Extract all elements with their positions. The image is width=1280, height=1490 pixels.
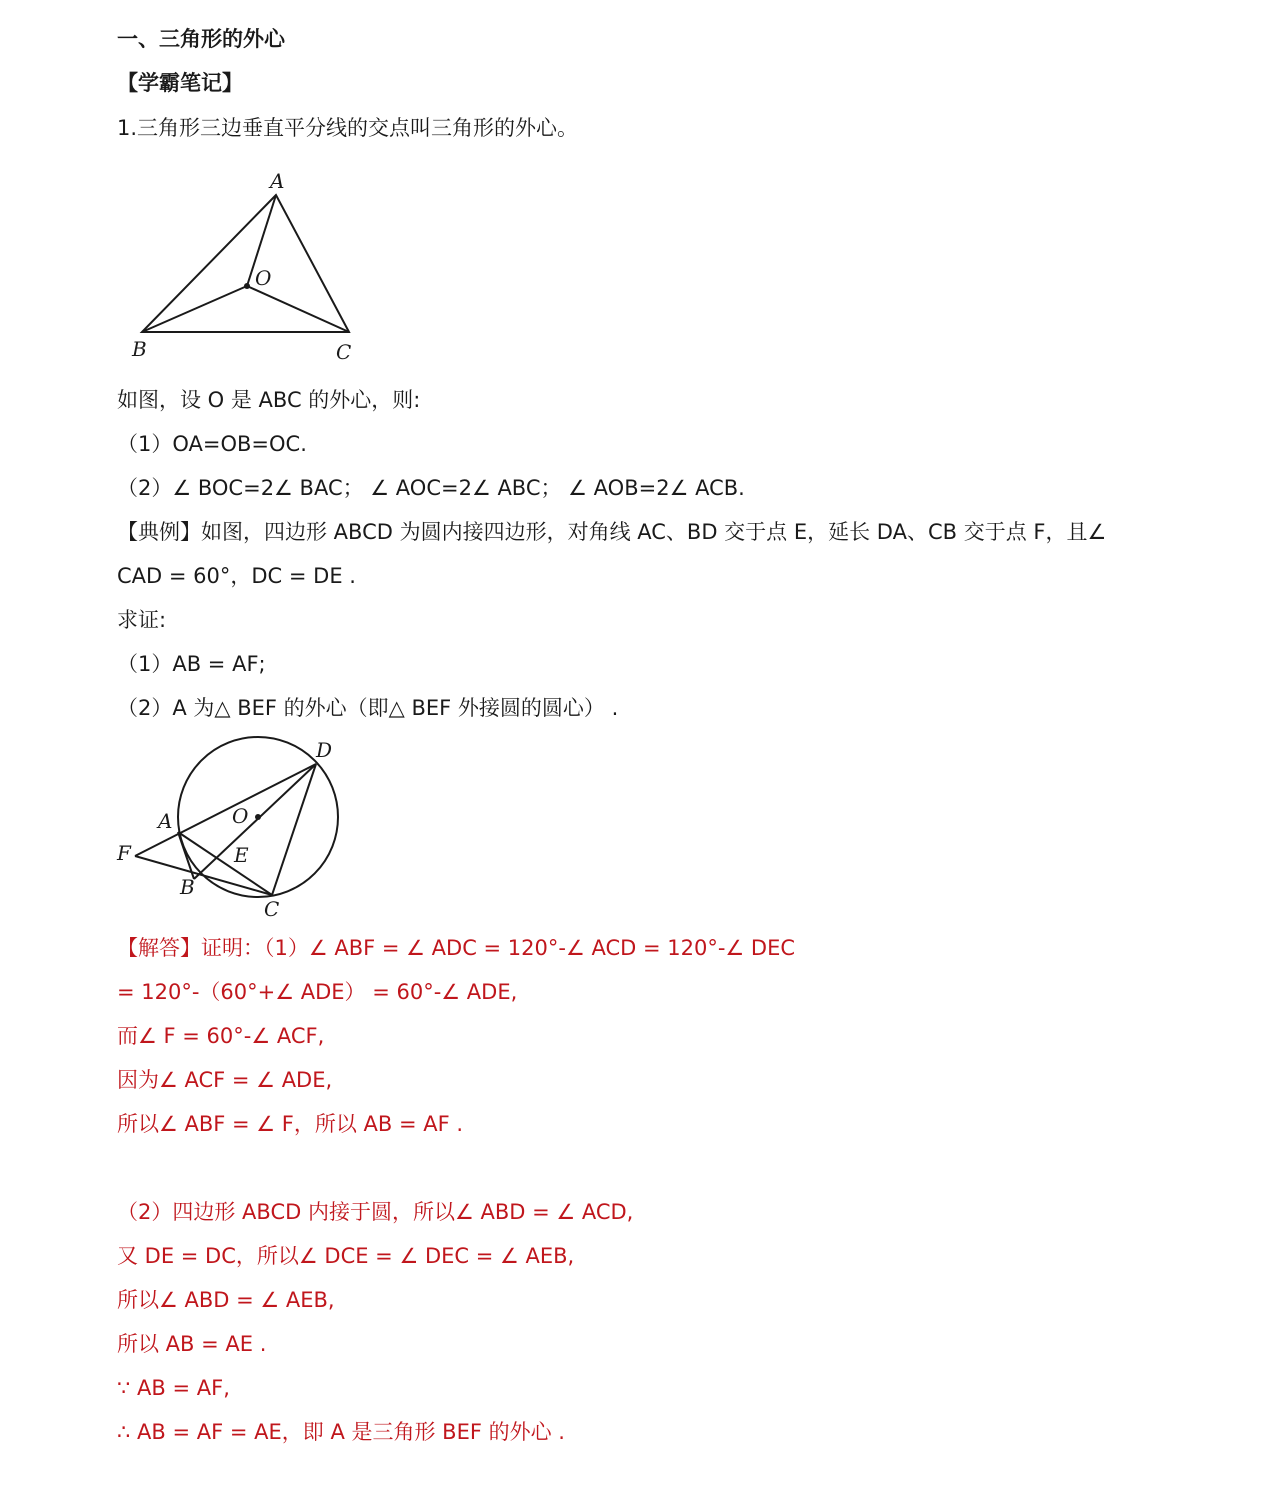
solution-line-3: 而∠ F = 60°-∠ ACF, (117, 1024, 325, 1048)
property-1: （1）OA=OB=OC. (117, 432, 307, 456)
label-f: F (117, 841, 131, 865)
point-o (255, 814, 261, 820)
intro-text: 如图，设 O 是 ABC 的外心，则: (117, 388, 421, 412)
triangle-circumcenter-figure (120, 165, 380, 370)
label-o: O (255, 266, 272, 290)
notes-title: 【学霸笔记】 (117, 71, 243, 95)
section-title: 一、三角形的外心 (117, 27, 285, 51)
example-line-2: CAD = 60°，DC = DE . (117, 564, 356, 588)
solution-line-7: 又 DE = DC，所以∠ DCE = ∠ DEC = ∠ AEB, (117, 1244, 575, 1268)
solution-line-10: ∵ AB = AF, (117, 1376, 230, 1400)
point-o (244, 283, 250, 289)
definition-text: 1.三角形三边垂直平分线的交点叫三角形的外心。 (117, 116, 579, 140)
prove-label: 求证: (117, 608, 167, 632)
label-d: D (316, 738, 333, 762)
label-b: B (132, 337, 147, 361)
solution-line-11: ∴ AB = AF = AE，即 A 是三角形 BEF 的外心 . (117, 1420, 565, 1444)
segment-ob (142, 286, 247, 332)
solution-line-9: 所以 AB = AE . (117, 1332, 267, 1356)
label-c: C (336, 340, 352, 364)
label-a: A (158, 809, 173, 833)
label-b: B (180, 875, 195, 899)
solution-line-1: 【解答】证明：（1）∠ ABF = ∠ ADC = 120°-∠ ACD = 120°-∠ DEC (117, 936, 796, 960)
prove-item-2: （2）A 为△ BEF 的外心（即△ BEF 外接圆的圆心） . (117, 696, 619, 720)
solution-line-6: （2）四边形 ABCD 内接于圆，所以∠ ABD = ∠ ACD, (117, 1200, 634, 1224)
cyclic-quadrilateral-figure (112, 732, 357, 922)
triangle-abc (142, 195, 349, 332)
label-o: O (232, 804, 249, 828)
solution-line-4: 因为∠ ACF = ∠ ADE, (117, 1068, 333, 1092)
segment-ab (178, 832, 194, 879)
example-line-1: 【典例】如图，四边形 ABCD 为圆内接四边形，对角线 AC、BD 交于点 E，延长 DA、CB 交于点 F，且∠ (117, 520, 1107, 544)
solution-line-8: 所以∠ ABD = ∠ AEB, (117, 1288, 335, 1312)
property-2: （2）∠ BOC=2∠ BAC； ∠ AOC=2∠ ABC； ∠ AOB=2∠ ACB. (117, 476, 745, 500)
segment-fc (135, 856, 272, 895)
label-a: A (270, 169, 285, 193)
segment-oc (247, 286, 349, 332)
solution-line-5: 所以∠ ABF = ∠ F，所以 AB = AF . (117, 1112, 464, 1136)
prove-item-1: （1）AB = AF; (117, 652, 266, 676)
label-e: E (234, 843, 249, 867)
label-c: C (264, 897, 280, 921)
solution-line-2: = 120°-（60°+∠ ADE） = 60°-∠ ADE, (117, 980, 518, 1004)
